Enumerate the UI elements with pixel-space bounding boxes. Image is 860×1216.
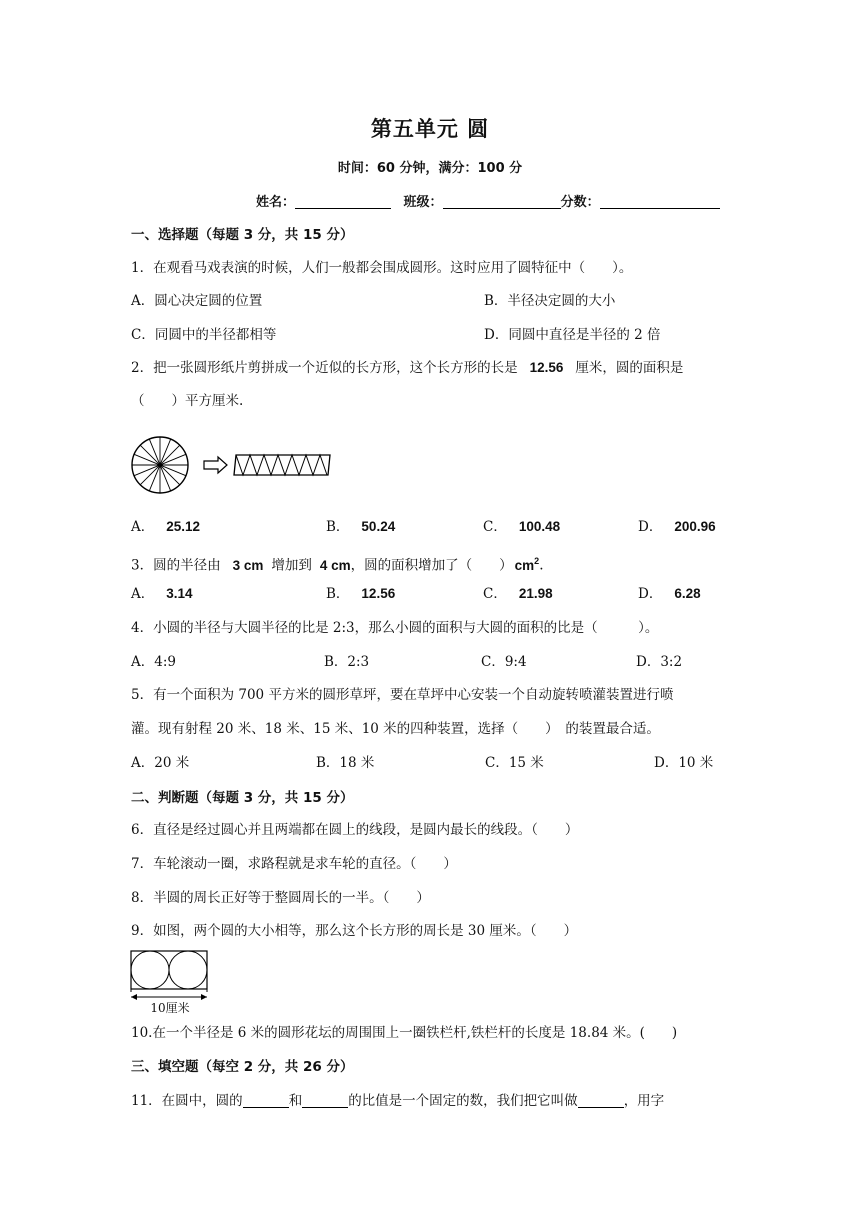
q3-option-b[interactable] bbox=[326, 585, 395, 603]
q11-text-c: 的比值是一个固定的数，我们把它叫做 bbox=[348, 1093, 578, 1109]
q2-c-label: C． bbox=[483, 519, 507, 535]
q11-blank-1[interactable] bbox=[243, 1093, 289, 1108]
two-circles-figure bbox=[130, 950, 210, 1018]
q1-option-c[interactable]: C．同圆中的半径都相等 bbox=[131, 327, 277, 343]
question-3 bbox=[131, 552, 543, 575]
class-label: 班级： bbox=[403, 195, 443, 210]
q3-c-value: 21.98 bbox=[518, 586, 553, 601]
q3-unit-exponent: 2 bbox=[534, 556, 540, 566]
q2-d-value: 200.96 bbox=[674, 519, 716, 534]
q2-text-a: 2．把一张圆形纸片剪拼成一个近似的长方形，这个长方形的长是 bbox=[131, 360, 518, 376]
circle-to-rectangle-figure bbox=[130, 430, 340, 504]
class-field[interactable] bbox=[443, 194, 561, 209]
question-2-line2: （ ）平方厘米. bbox=[131, 393, 244, 409]
q5-option-a[interactable]: A．20 米 bbox=[131, 755, 190, 771]
rectangle-strips-icon bbox=[234, 455, 330, 475]
q3-unit: cm bbox=[514, 557, 535, 573]
q3-c-label: C． bbox=[483, 586, 507, 602]
q2-option-b[interactable] bbox=[326, 518, 395, 536]
q1-option-d[interactable]: D．同圆中直径是半径的 2 倍 bbox=[484, 327, 661, 343]
q4-option-c[interactable]: C．9:4 bbox=[481, 654, 527, 670]
score-field[interactable] bbox=[600, 194, 720, 209]
question-8: 8．半圆的周长正好等于整圆周长的一半。（ ） bbox=[131, 890, 430, 906]
q2-b-value: 50.24 bbox=[361, 519, 396, 534]
q1-option-b[interactable]: B．半径决定圆的大小 bbox=[484, 293, 616, 309]
student-info-row bbox=[256, 191, 720, 210]
q3-b-value: 12.56 bbox=[361, 586, 396, 601]
name-label: 姓名： bbox=[256, 195, 296, 210]
q11-text-d: ，用字 bbox=[623, 1093, 665, 1109]
q5-option-d[interactable]: D．10 米 bbox=[654, 755, 714, 771]
figure-width-label: 10厘米 bbox=[150, 1001, 190, 1015]
q3-text-d: . bbox=[539, 557, 544, 574]
q2-b-label: B． bbox=[326, 519, 350, 535]
q2-text-b: 厘米，圆的面积是 bbox=[575, 360, 684, 376]
q3-d-label: D． bbox=[638, 586, 663, 602]
q3-text-a: 3．圆的半径由 bbox=[131, 557, 221, 574]
q1-option-a[interactable]: A．圆心决定圆的位置 bbox=[131, 293, 263, 309]
q3-b-label: B． bbox=[326, 586, 350, 602]
page-title: 第五单元 圆 bbox=[370, 117, 490, 141]
q2-a-label: A． bbox=[131, 519, 155, 535]
question-9: 9．如图，两个圆的大小相等，那么这个长方形的周长是 30 厘米。（ ） bbox=[131, 923, 578, 939]
q3-text-c: ，圆的面积增加了（ ） bbox=[350, 557, 513, 574]
q2-a-value: 25.12 bbox=[166, 519, 201, 534]
question-11 bbox=[131, 1092, 664, 1110]
q3-value-1: 3 cm bbox=[232, 557, 264, 573]
q3-text-b: 增加到 bbox=[271, 557, 312, 574]
question-5-line2: 灌。现有射程 20 米、18 米、15 米、10 米的四种装置，选择（ ） 的装置最合适。 bbox=[131, 721, 660, 737]
q3-value-2: 4 cm bbox=[319, 557, 351, 573]
q5-option-b[interactable]: B．18 米 bbox=[316, 755, 375, 771]
q11-blank-2[interactable] bbox=[302, 1093, 348, 1108]
q5-option-c[interactable]: C．15 米 bbox=[485, 755, 544, 771]
q2-d-label: D． bbox=[638, 519, 663, 535]
q11-text-b: 和 bbox=[288, 1093, 303, 1109]
q3-a-value: 3.14 bbox=[166, 586, 193, 601]
q2-option-a[interactable] bbox=[131, 518, 200, 536]
score-label: 分数： bbox=[560, 195, 600, 210]
q2-option-d[interactable] bbox=[638, 518, 716, 536]
q3-d-value: 6.28 bbox=[674, 586, 701, 601]
right-arrow-icon bbox=[204, 457, 227, 473]
q3-option-c[interactable] bbox=[483, 585, 553, 603]
question-4: 4．小圆的半径与大圆半径的比是 2:3，那么小圆的面积与大圆的面积的比是（ ）。 bbox=[131, 620, 659, 636]
name-field[interactable] bbox=[295, 194, 391, 209]
q4-option-d[interactable]: D．3:2 bbox=[636, 654, 683, 670]
q11-blank-3[interactable] bbox=[578, 1093, 624, 1108]
question-1: 1．在观看马戏表演的时候，人们一般都会围成圆形。这时应用了圆特征中（ ）。 bbox=[131, 260, 633, 276]
q3-option-d[interactable] bbox=[638, 585, 701, 603]
q4-option-a[interactable]: A．4:9 bbox=[131, 654, 176, 670]
question-10: 10.在一个半径是 6 米的圆形花坛的周围围上一圈铁栏杆,铁栏杆的长度是 18.84 米。( ) bbox=[131, 1025, 678, 1041]
q11-text-a: 11．在圆中，圆的 bbox=[131, 1093, 243, 1109]
section-fill-heading: 三、填空题（每空 2 分，共 26 分） bbox=[131, 1059, 354, 1075]
q4-option-b[interactable]: B．2:3 bbox=[324, 654, 370, 670]
two-circles-rectangle-icon bbox=[130, 950, 210, 992]
question-5-line1: 5．有一个面积为 700 平方米的圆形草坪，要在草坪中心安装一个自动旋转喷灌装置进行喷 bbox=[131, 687, 674, 703]
section-choice-heading: 一、选择题（每题 3 分，共 15 分） bbox=[131, 227, 354, 243]
q3-a-label: A． bbox=[131, 586, 155, 602]
question-2-line1 bbox=[131, 359, 683, 377]
section-judge-heading: 二、判断题（每题 3 分，共 15 分） bbox=[131, 790, 354, 806]
question-7: 7．车轮滚动一圈，求路程就是求车轮的直径。（ ） bbox=[131, 856, 457, 872]
question-6: 6．直径是经过圆心并且两端都在圆上的线段，是圆内最长的线段。（ ） bbox=[131, 822, 579, 838]
q2-c-value: 100.48 bbox=[518, 519, 561, 534]
q2-option-c[interactable] bbox=[483, 518, 560, 536]
q3-option-a[interactable] bbox=[131, 585, 193, 603]
sector-circle-icon bbox=[132, 437, 188, 493]
q2-value: 12.56 bbox=[529, 360, 564, 375]
exam-time-score: 时间：60 分钟，满分：100 分 bbox=[337, 161, 523, 176]
